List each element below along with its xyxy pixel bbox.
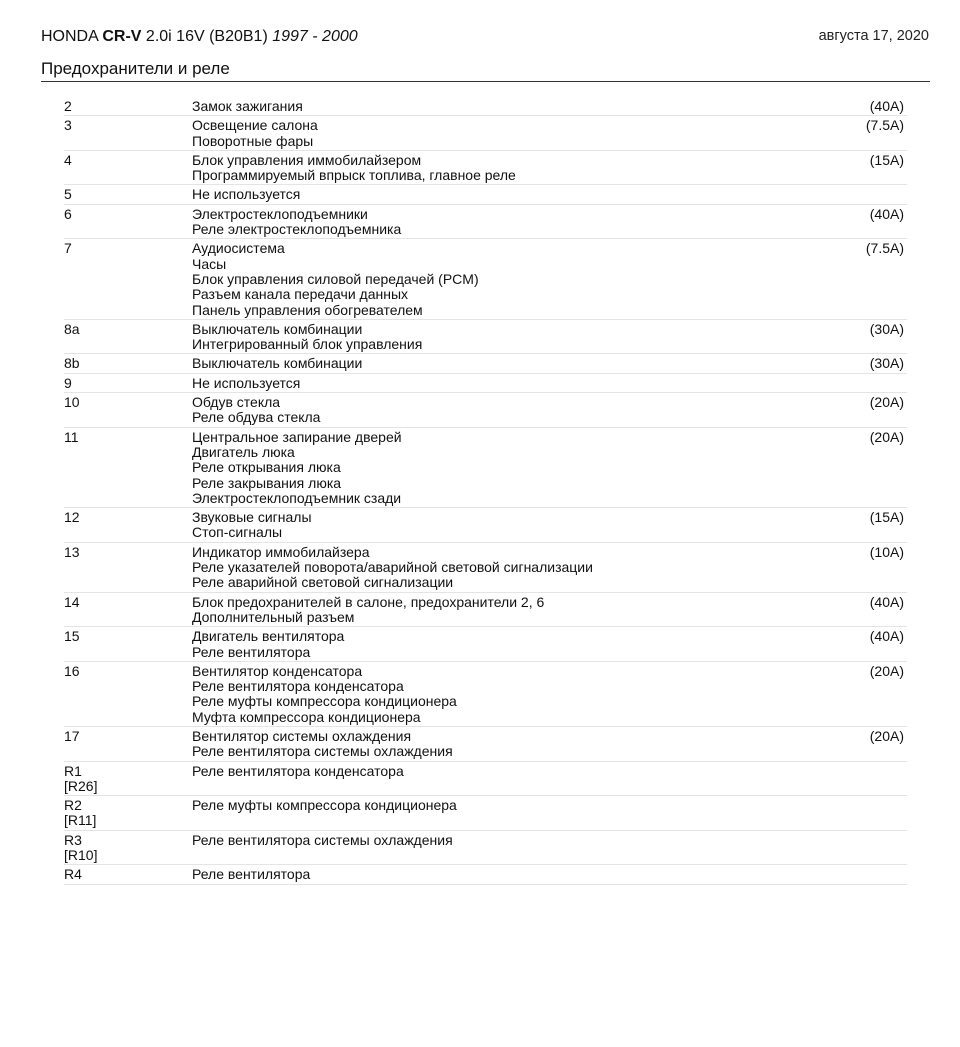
fuse-number: 17 (64, 727, 80, 744)
fuse-description-cell (192, 798, 834, 829)
header-model: CR-V (102, 28, 142, 45)
fuse-description-line: Блок управления силовой передачей (PCM) (192, 270, 479, 287)
fuse-description-cell (192, 207, 834, 238)
fuse-description-cell (192, 376, 834, 391)
fuse-number-cell (64, 395, 192, 426)
fuse-number-cell (64, 510, 192, 541)
fuse-description-line: Реле вентилятора системы охлаждения (192, 743, 453, 760)
fuse-description-line: Вентилятор конденсатора (192, 662, 363, 679)
fuse-description-line: Реле закрывания люка (192, 474, 342, 491)
fuse-description-line: Реле вентилятора (192, 643, 311, 660)
fuse-description-cell (192, 764, 834, 795)
fuse-number-cell (64, 430, 192, 506)
fuse-number-cell (64, 867, 192, 882)
header-date: августа 17, 2020 (818, 28, 929, 44)
fuse-rating (834, 376, 907, 391)
fuse-number-cell (64, 629, 192, 660)
fuse-number: 14 (64, 593, 80, 610)
fuse-description-cell (192, 729, 834, 760)
fuse-number: 8a (64, 320, 80, 337)
fuse-description-line: Обдув стекла (192, 394, 281, 411)
table-row (64, 151, 907, 186)
table-row (64, 796, 907, 831)
fuse-rating: (20A) (869, 428, 904, 445)
fuse-rating: (30A) (869, 355, 904, 372)
table-row (64, 865, 907, 884)
fuse-number-cell (64, 356, 192, 371)
fuse-description-line: Муфта компрессора кондиционера (192, 708, 421, 725)
fuse-number: 10 (64, 394, 80, 411)
fuse-number-cell (64, 118, 192, 149)
fuse-description-cell (192, 395, 834, 426)
fuse-number-cell (64, 833, 192, 864)
fuse-number: 9 (64, 374, 72, 391)
fuse-description-cell (192, 595, 834, 626)
fuse-description-line: Реле вентилятора конденсатора (192, 762, 404, 779)
header-years: 1997 - 2000 (272, 28, 358, 45)
fuse-description-line: Реле вентилятора системы охлаждения (192, 831, 453, 848)
fuse-description-line: Реле аварийной световой сигнализации (192, 574, 454, 591)
fuse-rating: (20A) (869, 662, 904, 679)
fuse-number-cell (64, 322, 192, 353)
fuse-description-cell (192, 510, 834, 541)
fuse-description-line: Не используется (192, 186, 301, 203)
fuse-number: R2 (64, 797, 82, 814)
table-row (64, 354, 907, 373)
table-row (64, 374, 907, 393)
fuse-description-line: Не используется (192, 374, 301, 391)
fuse-description-line: Часы (192, 255, 227, 272)
fuse-description-line: Реле вентилятора (192, 866, 311, 883)
fuse-description-line: Электростеклоподъемник сзади (192, 489, 402, 506)
table-row (64, 762, 907, 797)
fuse-number: [R11] (64, 812, 97, 829)
fuse-description-line: Выключатель комбинации (192, 320, 363, 337)
fuse-number: 2 (64, 98, 72, 114)
fuse-number: 8b (64, 355, 80, 372)
fuse-table (64, 97, 907, 885)
fuse-number: 13 (64, 543, 80, 560)
table-row (64, 393, 907, 428)
fuse-description-line: Реле указателей поворота/аварийной световой сигнализации (192, 559, 593, 576)
fuse-rating (834, 798, 907, 829)
fuse-rating (834, 867, 907, 882)
fuse-number: 11 (64, 428, 79, 445)
fuse-description-line: Поворотные фары (192, 132, 314, 149)
fuse-description-line: Реле электростеклоподъемника (192, 221, 402, 238)
fuse-number: [R26] (64, 777, 98, 794)
fuse-number: R3 (64, 831, 82, 848)
table-row (64, 627, 907, 662)
fuse-rating: (30A) (869, 320, 904, 337)
fuse-rating (834, 833, 907, 864)
fuse-rating (834, 187, 907, 202)
fuse-number-cell (64, 207, 192, 238)
fuse-description-line: Реле открывания люка (192, 459, 341, 476)
fuse-number-cell (64, 729, 192, 760)
table-row (64, 831, 907, 866)
fuse-rating: (40A) (869, 593, 904, 610)
fuse-rating: (40A) (869, 98, 904, 114)
table-row (64, 185, 907, 204)
fuse-description-line: Реле вентилятора конденсатора (192, 678, 404, 695)
fuse-description-cell (192, 629, 834, 660)
fuse-description-cell (192, 833, 834, 864)
fuse-description-line: Разъем канала передачи данных (192, 286, 409, 303)
table-row (64, 205, 907, 240)
fuse-number-cell (64, 595, 192, 626)
fuse-description-cell (192, 241, 834, 317)
fuse-description-cell (192, 118, 834, 149)
fuse-description-line: Интегрированный блок управления (192, 336, 423, 353)
fuse-rating: (40A) (869, 205, 904, 222)
fuse-description-line: Центральное запирание дверей (192, 428, 402, 445)
fuse-description-line: Программируемый впрыск топлива, главное реле (192, 167, 516, 184)
fuse-description-cell (192, 664, 834, 725)
fuse-number-cell (64, 664, 192, 725)
fuse-description-line: Электростеклоподъемники (192, 205, 368, 222)
fuse-number-cell (64, 99, 192, 114)
section-title: Предохранители и реле (41, 59, 930, 82)
fuse-description-line: Аудиосистема (192, 240, 285, 257)
fuse-description-cell (192, 430, 834, 506)
fuse-description-cell (192, 356, 834, 371)
fuse-description-line: Освещение салона (192, 117, 318, 134)
fuse-description-line: Реле муфты компрессора кондиционера (192, 797, 457, 814)
fuse-description-cell (192, 187, 834, 202)
fuse-description-line: Блок управления иммобилайзером (192, 151, 422, 168)
fuse-rating: (15A) (869, 151, 904, 168)
fuse-description-cell (192, 867, 834, 882)
fuse-number-cell (64, 545, 192, 591)
fuse-description-line: Дополнительный разъем (192, 608, 355, 625)
fuse-description-line: Реле обдува стекла (192, 409, 321, 426)
fuse-description-line: Двигатель люка (192, 443, 295, 460)
fuse-number: 15 (64, 628, 80, 645)
table-row (64, 727, 907, 762)
header-make: HONDA (41, 28, 98, 45)
fuse-number-cell (64, 153, 192, 184)
table-row (64, 593, 907, 628)
fuse-number: 6 (64, 205, 72, 222)
fuse-description-line: Стоп-сигналы (192, 524, 283, 541)
fuse-description-cell (192, 322, 834, 353)
fuse-description-line: Звуковые сигналы (192, 509, 312, 526)
fuse-description-line: Индикатор иммобилайзера (192, 543, 370, 560)
table-row (64, 239, 907, 319)
fuse-number-cell (64, 798, 192, 829)
table-row (64, 428, 907, 508)
fuse-description-line: Панель управления обогревателем (192, 301, 423, 318)
fuse-number: 3 (64, 117, 72, 134)
fuse-number: 16 (64, 662, 80, 679)
fuse-number: 12 (64, 509, 80, 526)
document-header (41, 28, 358, 46)
table-row (64, 116, 907, 151)
fuse-number-cell (64, 241, 192, 317)
fuse-rating: (20A) (869, 727, 904, 744)
fuse-number: R4 (64, 866, 82, 883)
fuse-description-line: Выключатель комбинации (192, 355, 363, 372)
fuse-rating (834, 764, 907, 795)
fuse-number: 4 (64, 151, 72, 168)
header-spec: 2.0i 16V (B20B1) (145, 28, 268, 45)
table-row (64, 662, 907, 727)
fuse-number-cell (64, 187, 192, 202)
fuse-description-line: Вентилятор системы охлаждения (192, 727, 412, 744)
fuse-number-cell (64, 376, 192, 391)
table-row (64, 543, 907, 593)
fuse-description-line: Замок зажигания (192, 98, 303, 114)
fuse-description-cell (192, 99, 834, 114)
fuse-number: R1 (64, 762, 82, 779)
table-row (64, 97, 907, 116)
fuse-rating: (20A) (869, 394, 904, 411)
table-row (64, 320, 907, 355)
fuse-rating: (7.5A) (865, 117, 904, 134)
fuse-rating: (15A) (869, 509, 904, 526)
fuse-rating: (7.5A) (865, 240, 904, 257)
fuse-description-cell (192, 153, 834, 184)
fuse-description-line: Двигатель вентилятора (192, 628, 345, 645)
fuse-description-cell (192, 545, 834, 591)
fuse-rating: (40A) (869, 628, 904, 645)
fuse-rating: (10A) (869, 543, 904, 560)
fuse-number: [R10] (64, 847, 98, 864)
fuse-number: 5 (64, 186, 72, 203)
fuse-number: 7 (64, 240, 72, 257)
table-row (64, 508, 907, 543)
fuse-description-line: Блок предохранителей в салоне, предохранители 2, 6 (192, 593, 545, 610)
fuse-description-line: Реле муфты компрессора кондиционера (192, 693, 457, 710)
fuse-number-cell (64, 764, 192, 795)
